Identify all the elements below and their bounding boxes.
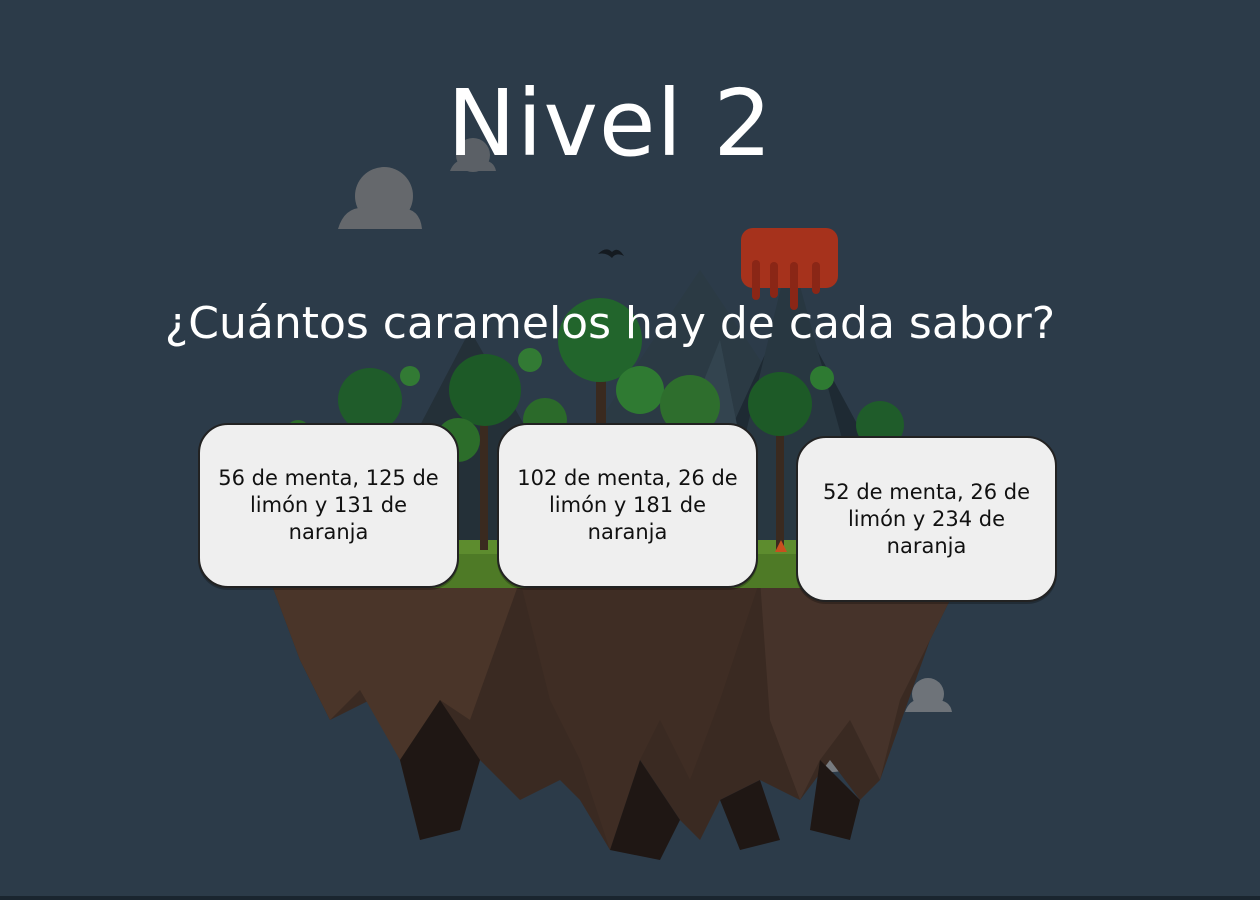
level-title: Nivel 2	[447, 70, 773, 177]
answer-option-1[interactable]	[198, 423, 459, 588]
answer-option-label: 102 de menta, 26 de limón y 181 de naranja	[517, 466, 738, 544]
bottom-divider	[0, 896, 1260, 900]
answer-option-label: 52 de menta, 26 de limón y 234 de naranja	[822, 479, 1031, 558]
answer-option-label: 56 de menta, 125 de limón y 131 de naranja	[218, 466, 439, 544]
island-rock	[270, 580, 960, 860]
question-text: ¿Cuántos caramelos hay de cada sabor?	[164, 298, 1056, 349]
answer-option-2[interactable]	[497, 423, 758, 588]
answer-option-3[interactable]	[796, 436, 1057, 602]
bird-icon	[598, 249, 624, 258]
